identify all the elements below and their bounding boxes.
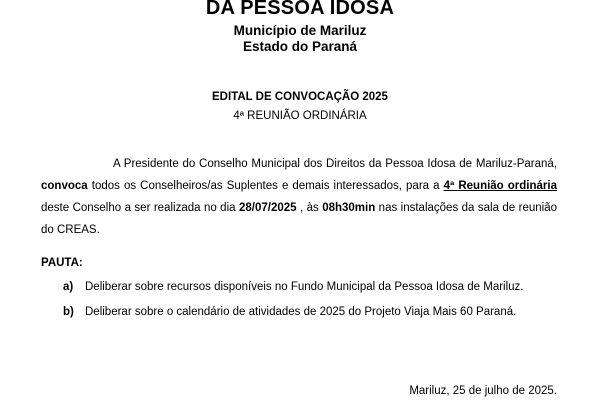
meeting-date: 28/07/2025 <box>238 202 297 214</box>
body-text-3: deste Conselho a ser realizada no dia <box>41 202 239 214</box>
convoca-word: convoca <box>41 180 88 192</box>
body-text-2: todos os Conselheiros/as Suplentes e demais interessados, para a <box>87 180 444 192</box>
meeting-title <box>0 110 600 122</box>
pauta-item-text: Deliberar sobre o calendário de atividades de 2025 do Projeto Viaja Mais 60 Paraná. <box>85 306 517 318</box>
meeting-time: 08h30min <box>322 202 376 214</box>
municipality-label: Município de Mariluz <box>233 23 367 38</box>
pauta-item-letter: b) <box>63 306 74 318</box>
pauta-item <box>63 281 524 293</box>
meeting-reference: 4ª Reunião ordinária <box>443 180 557 192</box>
body-text-5: nas instalações da sala de reunião do CREAS. <box>41 202 557 236</box>
body-text-4: , às <box>296 202 323 214</box>
state-label: Estado do Paraná <box>242 39 358 54</box>
edital-title: EDITAL DE CONVOCAÇÃO 2025 <box>212 91 388 103</box>
body-text-1: A Presidente do Conselho Municipal dos Direitos da Pessoa Idosa de Mariluz-Paraná, <box>113 158 557 170</box>
closing-place-date: Mariluz, 25 de julho de 2025. <box>409 385 557 397</box>
pauta-item-letter: a) <box>63 281 74 293</box>
convocation-paragraph <box>41 153 557 241</box>
pauta-item-text: Deliberar sobre recursos disponíveis no Fundo Municipal da Pessoa Idosa de Mariluz. <box>85 281 524 293</box>
document-org-title: DA PESSOA IDOSA <box>205 0 395 19</box>
meeting-title-text: 4ª REUNIÃO ORDINÁRIA <box>233 110 367 122</box>
pauta-heading: PAUTA: <box>41 257 83 269</box>
pauta-item <box>63 306 516 318</box>
